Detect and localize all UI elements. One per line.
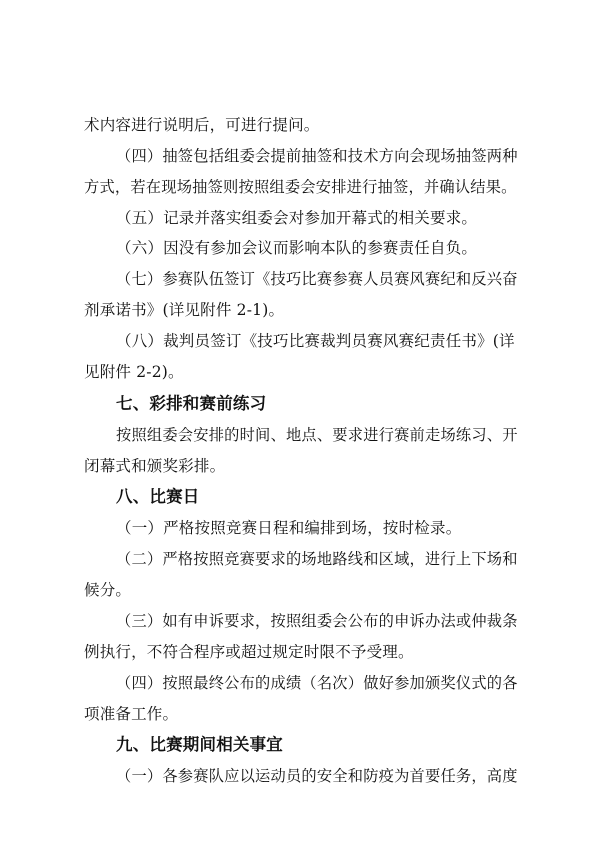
paragraph-line: 剂承诺书》(详见附件 2-1)。 bbox=[84, 301, 285, 319]
paragraph-line: 见附件 2-2)。 bbox=[84, 363, 184, 381]
paragraph-line: 项准备工作。 bbox=[84, 705, 179, 723]
paragraph-line: （四）抽签包括组委会提前抽签和技术方向会现场抽签两种 bbox=[116, 147, 518, 165]
paragraph-line: （二）严格按照竞赛要求的场地路线和区域，进行上下场和 bbox=[116, 550, 518, 568]
paragraph-line: （七）参赛队伍签订《技巧比赛参赛人员赛风赛纪和反兴奋 bbox=[116, 270, 518, 288]
paragraph-line: （四）按照最终公布的成绩（名次）做好参加颁奖仪式的各 bbox=[116, 674, 518, 692]
paragraph-line: （一）严格按照竞赛日程和编排到场，按时检录。 bbox=[116, 519, 462, 537]
paragraph-line: （八）裁判员签订《技巧比赛裁判员赛风赛纪责任书》(详 bbox=[116, 332, 515, 350]
section-heading: 七、彩排和赛前练习 bbox=[116, 394, 267, 413]
section-heading: 九、比赛期间相关事宜 bbox=[116, 735, 283, 754]
paragraph-line: （六）因没有参加会议而影响本队的参赛责任自负。 bbox=[116, 239, 478, 257]
section-heading: 八、比赛日 bbox=[116, 487, 200, 506]
paragraph-line: 例执行，不符合程序或超过规定时限不予受理。 bbox=[84, 643, 414, 661]
paragraph-line: 术内容进行说明后，可进行提问。 bbox=[84, 116, 320, 134]
paragraph-line: （五）记录并落实组委会对参加开幕式的相关要求。 bbox=[116, 209, 478, 227]
paragraph-line: 方式，若在现场抽签则按照组委会安排进行抽签，并确认结果。 bbox=[84, 178, 517, 196]
paragraph-line: （三）如有申诉要求，按照组委会公布的申诉办法或仲裁条 bbox=[116, 612, 518, 630]
paragraph-line: 按照组委会安排的时间、地点、要求进行赛前走场练习、开 bbox=[116, 426, 518, 444]
paragraph-line: 候分。 bbox=[84, 581, 132, 599]
paragraph-line: 闭幕式和颁奖彩排。 bbox=[84, 457, 226, 475]
paragraph-line: （一）各参赛队应以运动员的安全和防疫为首要任务，高度 bbox=[116, 767, 518, 785]
